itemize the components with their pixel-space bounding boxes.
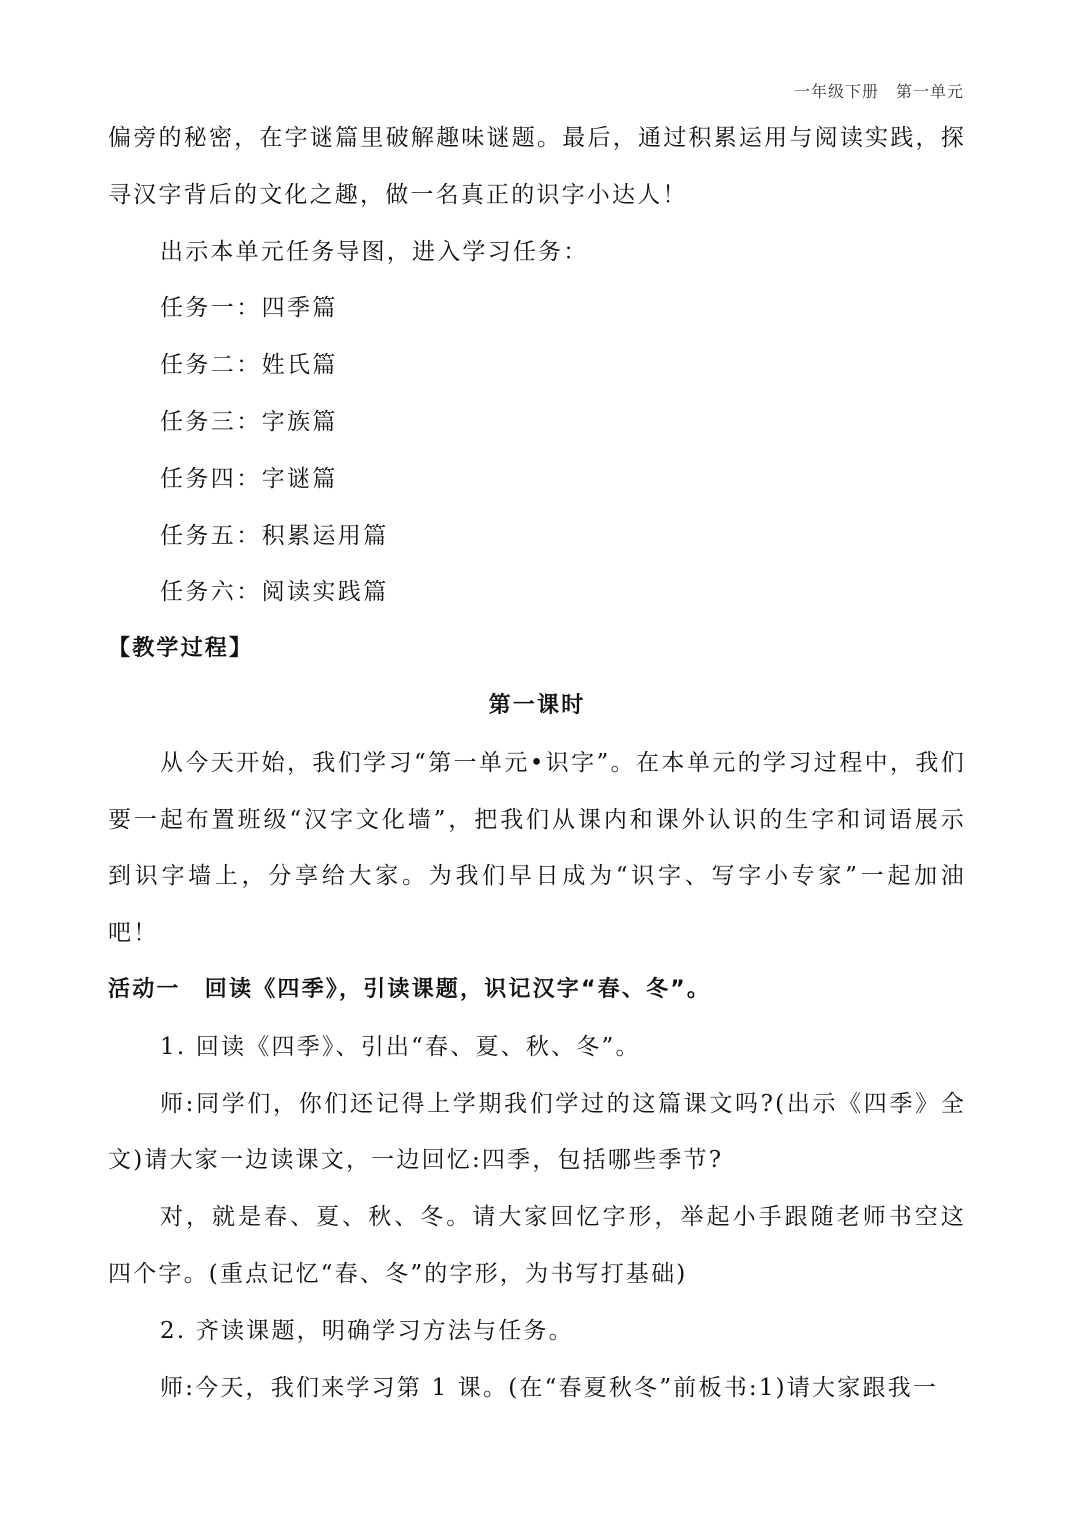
task-item: 任务五：积累运用篇: [160, 522, 389, 549]
intro-continuation: 偏旁的秘密，在字谜篇里破解趣味谜题。最后，通过积累运用与阅读实践，探寻汉字背后的文化之趣，做一名真正的识字小达人！: [108, 125, 966, 208]
step-paragraph: 师:同学们，你们还记得上学期我们学过的这篇课文吗?(出示《四季》全文)请大家一边读课文，一边回忆:四季，包括哪些季节?: [108, 1090, 966, 1174]
lesson-intro: 从今天开始，我们学习“第一单元•识字”。在本单元的学习过程中，我们要一起布置班级“汉字文化墙”，把我们从课内和课外认识的生字和词语展示到识字墙上，分享给大家。为我们早日成为“识字、写字小专家”一起加油吧！: [108, 749, 966, 947]
step-heading: 1. 回读《四季》、引出“春、夏、秋、冬”。: [160, 1033, 641, 1060]
process-heading: 【教学过程】: [108, 636, 254, 662]
task-item: 任务三：字族篇: [160, 408, 338, 435]
step-paragraph: 师:今天，我们来学习第 1 课。(在“春夏秋冬”前板书:1)请大家跟我一: [160, 1374, 939, 1401]
task-item: 任务六：阅读实践篇: [160, 579, 389, 606]
task-item: 任务一：四季篇: [160, 295, 338, 322]
lesson-title: 第一课时: [488, 692, 586, 718]
running-header: 一年级下册 第一单元: [793, 82, 964, 101]
task-item: 任务二：姓氏篇: [160, 352, 338, 379]
document-body: [108, 110, 966, 1416]
task-intro: 出示本单元任务导图，进入学习任务：: [160, 238, 589, 265]
step-heading: 2. 齐读课题，明确学习方法与任务。: [160, 1317, 574, 1344]
step-paragraph: 对，就是春、夏、秋、冬。请大家回忆字形，举起小手跟随老师书空这四个字。(重点记忆“春、冬”的字形，为书写打基础): [108, 1204, 966, 1287]
task-item: 任务四：字谜篇: [160, 465, 338, 492]
activity-heading: 活动一 回读《四季》，引读课题，识记汉字“春、冬”。: [108, 976, 712, 1002]
